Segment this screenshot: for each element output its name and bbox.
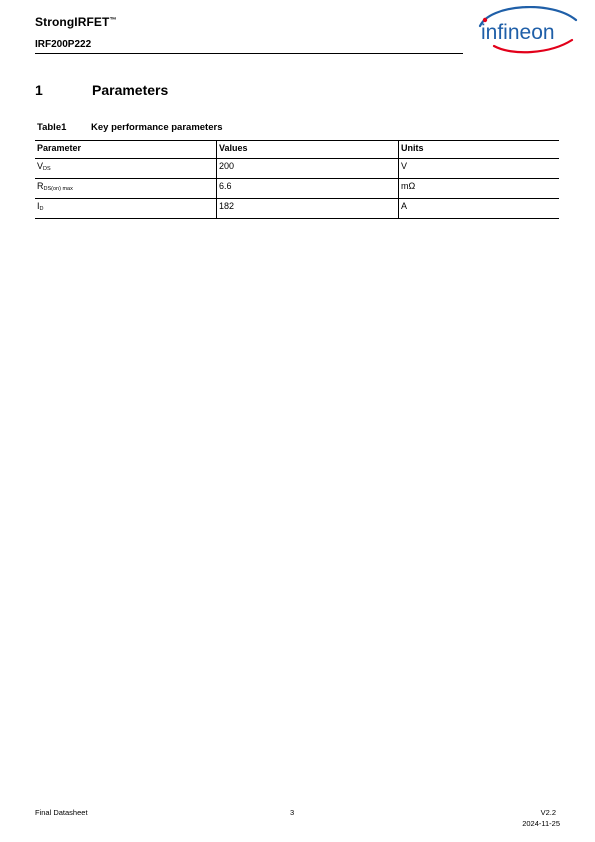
infineon-logo [472,6,580,54]
trademark-symbol: ™ [109,17,117,24]
footer-date: 2024-11-25 [522,819,560,828]
parameter-subscript: D [39,206,44,212]
parameter-subscript: DS(on) max [43,186,73,192]
table-caption-title: Key performance parameters [91,122,223,133]
parameter-symbol: V [37,161,44,171]
footer-document-type: Final Datasheet [35,808,88,817]
value-cell: 6.6 [217,179,399,199]
header-divider [35,53,463,54]
section-number: 1 [35,82,43,98]
parameter-symbol: R [37,181,44,191]
part-number: IRF200P222 [35,39,92,50]
table-row [35,159,559,179]
footer-page-number: 3 [290,808,295,817]
unit-cell: mΩ [399,179,560,199]
value-cell: 200 [217,159,399,179]
table-caption-number: Table1 [37,122,67,133]
column-header-units: Units [399,141,560,159]
parameter-subscript: DS [43,166,51,172]
unit-cell: A [399,199,560,219]
table-row [35,179,559,199]
product-name: StrongIRFET [35,15,110,29]
logo-wordmark: infineon [481,21,555,44]
key-parameters-table [35,140,559,219]
column-header-values: Values [217,141,399,159]
parameter-cell [35,199,217,219]
table-row [35,199,559,219]
column-header-parameter: Parameter [35,141,217,159]
section-title: Parameters [92,82,169,98]
value-cell: 182 [217,199,399,219]
product-family-title [35,15,117,29]
table-header-row [35,141,559,159]
parameter-cell [35,179,217,199]
unit-cell: V [399,159,560,179]
parameter-cell [35,159,217,179]
parameter-symbol: I [37,201,40,211]
footer-version: V2.2 [540,808,556,817]
